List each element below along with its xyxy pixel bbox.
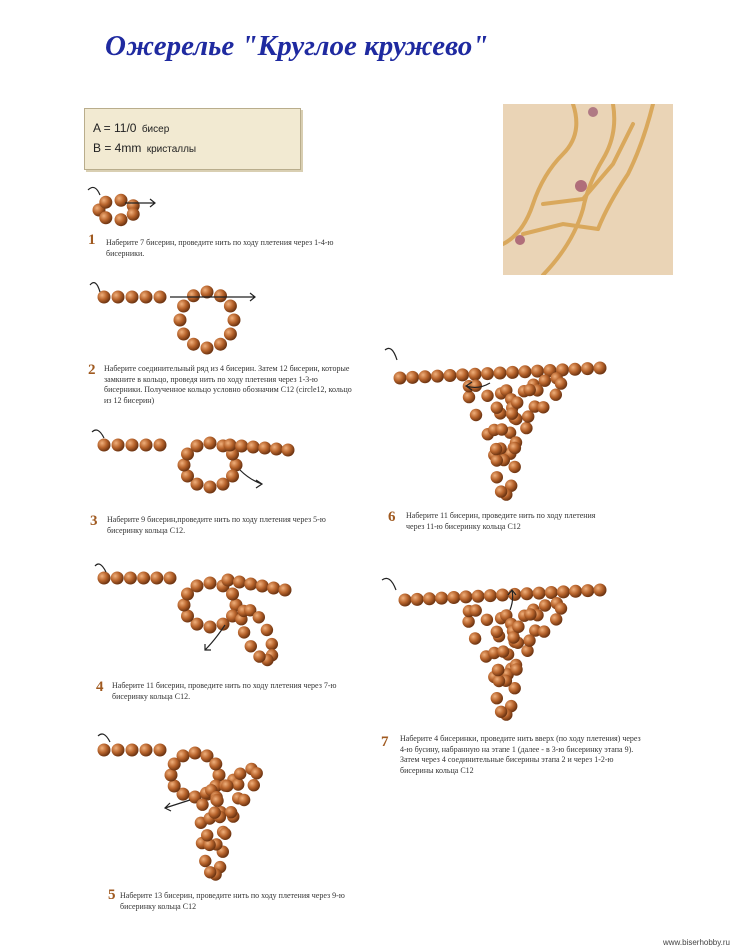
bead bbox=[508, 588, 521, 601]
bead bbox=[225, 806, 237, 818]
legend-a-desc: бисер bbox=[141, 124, 170, 135]
bead bbox=[204, 866, 216, 878]
bead bbox=[238, 794, 250, 806]
thread bbox=[382, 578, 396, 590]
bead bbox=[492, 664, 504, 676]
bead bbox=[258, 442, 271, 455]
bead bbox=[470, 604, 482, 616]
bead bbox=[463, 391, 475, 403]
bead bbox=[423, 592, 436, 605]
bead bbox=[419, 370, 432, 383]
bead bbox=[191, 579, 204, 592]
bead bbox=[177, 749, 190, 762]
bead bbox=[245, 640, 257, 652]
bead bbox=[213, 769, 226, 782]
bead bbox=[232, 778, 244, 790]
bead bbox=[181, 470, 194, 483]
bead bbox=[214, 289, 227, 302]
bead bbox=[524, 384, 536, 396]
bead bbox=[126, 291, 139, 304]
bead bbox=[524, 608, 536, 620]
bead bbox=[509, 461, 521, 473]
bead bbox=[201, 342, 214, 355]
bead bbox=[431, 370, 444, 383]
step-6-text: Наберите 11 бисерин, проведите нить по ходу плетения через 11-ю бисеринку кольца С12 bbox=[406, 511, 596, 531]
bead bbox=[484, 589, 497, 602]
bead bbox=[506, 366, 519, 379]
bead bbox=[217, 478, 230, 491]
bead bbox=[481, 614, 493, 626]
bead bbox=[253, 650, 265, 662]
bead bbox=[491, 692, 503, 704]
bead bbox=[490, 443, 502, 455]
bead bbox=[496, 423, 508, 435]
bead bbox=[279, 584, 292, 597]
thread-lines bbox=[88, 187, 516, 811]
bead bbox=[470, 409, 482, 421]
bead bbox=[594, 362, 607, 375]
bead bbox=[137, 572, 150, 585]
bead bbox=[495, 485, 507, 497]
bead bbox=[221, 780, 233, 792]
bead bbox=[115, 194, 128, 207]
bead bbox=[456, 368, 469, 381]
bead bbox=[244, 578, 257, 591]
bead bbox=[581, 584, 594, 597]
bead bbox=[469, 368, 482, 381]
bead bbox=[569, 363, 582, 376]
thread bbox=[92, 430, 104, 438]
bead bbox=[394, 372, 407, 385]
bead bbox=[165, 769, 178, 782]
bead bbox=[154, 291, 167, 304]
bead bbox=[154, 744, 167, 757]
bead bbox=[491, 626, 503, 638]
bead bbox=[115, 213, 128, 226]
watermark-text: www.biserhobby.ru bbox=[663, 938, 730, 947]
bead bbox=[187, 338, 200, 351]
bead bbox=[177, 300, 190, 313]
bead bbox=[219, 828, 231, 840]
bead bbox=[509, 442, 521, 454]
bead bbox=[520, 587, 533, 600]
bead bbox=[124, 572, 137, 585]
bead bbox=[201, 829, 213, 841]
bead bbox=[111, 572, 124, 585]
bead bbox=[538, 625, 550, 637]
step-5-text: Наберите 13 бисерин, проведите нить по ходу плетения через 9-ю бисеринку кольца С12 bbox=[120, 891, 345, 911]
bead bbox=[140, 439, 153, 452]
step-3-text: Наберите 9 бисерин,проведите нить по ходу плетения через 5-ю бисеринку кольца С12. bbox=[107, 515, 326, 535]
step-2-text: Наберите соединительный ряд из 4 бисерин. Затем 12 бисерин, которые замкните в кольцо, проведя нить по ходу плетения через 1-3-ю бисерники. Полученное кольцо условно обозначим С12 (circle12, кольцо из 12 бисерин) bbox=[104, 364, 352, 405]
thread bbox=[95, 564, 106, 572]
bead bbox=[224, 300, 237, 313]
bead bbox=[537, 401, 549, 413]
bead bbox=[522, 410, 534, 422]
bead bbox=[140, 744, 153, 757]
bead bbox=[555, 377, 567, 389]
bead bbox=[164, 572, 177, 585]
bead bbox=[493, 675, 505, 687]
bead bbox=[481, 367, 494, 380]
bead bbox=[545, 586, 558, 599]
bead bbox=[256, 580, 269, 593]
bead bbox=[126, 744, 139, 757]
bead bbox=[199, 855, 211, 867]
bead bbox=[196, 799, 208, 811]
bead bbox=[187, 289, 200, 302]
bead bbox=[266, 638, 278, 650]
bead bbox=[399, 594, 412, 607]
step-2-number: 2 bbox=[88, 362, 96, 378]
bead bbox=[140, 291, 153, 304]
bead bbox=[569, 585, 582, 598]
bead bbox=[168, 780, 181, 793]
bead bbox=[98, 744, 111, 757]
bead bbox=[520, 422, 532, 434]
bead bbox=[234, 768, 246, 780]
bead bbox=[469, 632, 481, 644]
step-4-text: Наберите 11 бисерин, проведите нить по ходу плетения через 7-ю бисеринку кольца С12. bbox=[112, 681, 337, 701]
bead bbox=[523, 634, 535, 646]
bead bbox=[99, 196, 112, 209]
step-4-number: 4 bbox=[96, 679, 104, 695]
bead bbox=[481, 390, 493, 402]
bead bbox=[233, 576, 246, 589]
bead bbox=[178, 459, 191, 472]
bead bbox=[228, 314, 241, 327]
bead bbox=[127, 208, 140, 221]
bead bbox=[248, 779, 260, 791]
bead bbox=[533, 587, 546, 600]
thread bbox=[90, 283, 100, 292]
bead bbox=[496, 589, 509, 602]
bead bbox=[230, 459, 243, 472]
page-title: Ожерелье "Круглое кружево" bbox=[105, 30, 489, 62]
bead bbox=[581, 362, 594, 375]
bead bbox=[112, 744, 125, 757]
bead bbox=[506, 408, 518, 420]
bead bbox=[555, 602, 567, 614]
bead bbox=[189, 747, 202, 760]
bead bbox=[253, 611, 265, 623]
bead bbox=[247, 441, 260, 454]
bead bbox=[510, 663, 522, 675]
bead bbox=[209, 758, 222, 771]
bead bbox=[594, 584, 607, 597]
bead bbox=[222, 574, 235, 587]
bead bbox=[447, 591, 460, 604]
bead bbox=[226, 588, 239, 601]
bead bbox=[444, 369, 457, 382]
thread bbox=[98, 734, 110, 742]
bead bbox=[512, 621, 524, 633]
bead bbox=[406, 371, 419, 384]
bead bbox=[204, 577, 217, 590]
bead bbox=[539, 375, 551, 387]
bead bbox=[177, 328, 190, 341]
bead bbox=[178, 599, 191, 612]
bead bbox=[491, 471, 503, 483]
bead bbox=[491, 454, 503, 466]
bead bbox=[261, 624, 273, 636]
bead bbox=[224, 328, 237, 341]
bead bbox=[211, 795, 223, 807]
bead bbox=[511, 396, 523, 408]
bead bbox=[491, 402, 503, 414]
bead bbox=[112, 439, 125, 452]
bead bbox=[494, 367, 507, 380]
step-7-number: 7 bbox=[381, 734, 389, 750]
bead bbox=[204, 437, 217, 450]
bead bbox=[270, 443, 283, 456]
thread bbox=[165, 800, 190, 811]
bead bbox=[459, 590, 472, 603]
bead bbox=[550, 613, 562, 625]
thread bbox=[385, 348, 397, 360]
bead bbox=[282, 444, 295, 457]
step-6-number: 6 bbox=[388, 509, 396, 525]
bead bbox=[495, 706, 507, 718]
step-7-text: Наберите 4 бисеринки, проведите нить вверх (по ходу плетения) через 4-ю бусину, набранную на этапе 1 (далее - в 3-ю бисеринку этапа 9). Затем через 4 соединительные бисерины этапа 2 и через 1-2-ю бисерины кольца С12 bbox=[400, 734, 641, 775]
bead bbox=[126, 439, 139, 452]
step-5-number: 5 bbox=[108, 887, 116, 903]
bead bbox=[224, 439, 237, 452]
thread bbox=[88, 187, 100, 195]
bead bbox=[181, 610, 194, 623]
bead bbox=[411, 593, 424, 606]
bead bbox=[550, 389, 562, 401]
bead bbox=[214, 338, 227, 351]
bead bbox=[507, 631, 519, 643]
bead bbox=[519, 365, 532, 378]
bead bbox=[235, 440, 248, 453]
step-1-text: Наберите 7 бисерин, проведите нить по ходу плетения через 1-4-ю бисерники. bbox=[106, 238, 334, 258]
bead bbox=[238, 626, 250, 638]
bead bbox=[472, 590, 485, 603]
bead bbox=[174, 314, 187, 327]
bead bbox=[251, 767, 263, 779]
bead bbox=[154, 439, 167, 452]
bead bbox=[98, 291, 111, 304]
bead bbox=[557, 585, 570, 598]
bead bbox=[497, 645, 509, 657]
bead bbox=[209, 806, 221, 818]
bead bbox=[267, 582, 280, 595]
bead-group bbox=[93, 194, 607, 881]
bead bbox=[204, 481, 217, 494]
legend-b-key: B = 4mm bbox=[93, 141, 142, 155]
bead bbox=[539, 599, 551, 611]
step-3-number: 3 bbox=[90, 513, 98, 529]
bead bbox=[98, 572, 111, 585]
bead bbox=[112, 291, 125, 304]
step-1-number: 1 bbox=[88, 232, 96, 248]
bead bbox=[150, 572, 163, 585]
legend-b-desc: кристаллы bbox=[146, 144, 197, 155]
bead bbox=[435, 592, 448, 605]
legend-a-key: A = 11/0 bbox=[93, 121, 137, 135]
bead bbox=[191, 439, 204, 452]
bead bbox=[99, 211, 112, 224]
bead bbox=[204, 621, 217, 634]
thread bbox=[240, 470, 262, 488]
bead bbox=[98, 439, 111, 452]
